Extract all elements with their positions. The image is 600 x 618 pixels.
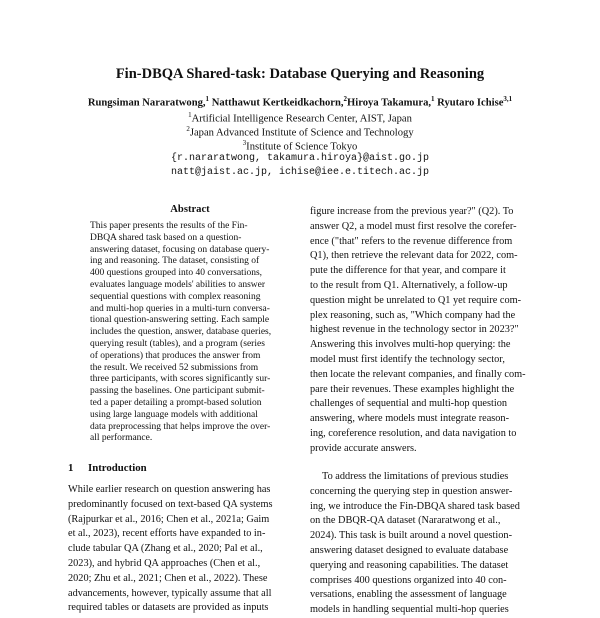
body-line: et al., 2023), recent efforts have expanded to in-	[68, 528, 266, 540]
body-line: predominantly focused on text-based QA systems	[68, 498, 273, 510]
body-line: comprises 400 questions organized into 40 con-	[310, 574, 507, 586]
body-line: To address the limitations of previous studies	[322, 471, 509, 482]
body-line: advancements, however, typically assume that all	[68, 587, 272, 599]
body-line: 2020; Zhu et al., 2021; Chen et al., 2022). These	[68, 572, 268, 584]
author-name: Ryutaro Ichise	[434, 97, 504, 109]
body-line: question might be unrelated to Q1 yet require com-	[310, 294, 522, 306]
abstract-line: using large language models with additional	[90, 409, 258, 420]
body-line: figure increase from the previous year?" (Q2). To	[310, 206, 514, 217]
body-line: clude tabular QA (Zhang et al., 2020; Pal et al.,	[68, 543, 263, 555]
body-line: to the result from Q1. Alternatively, a follow-up	[310, 279, 508, 291]
body-line: Q1), then retrieve the relevant data for 2022, com-	[310, 250, 518, 262]
body-line: challenges of sequential and multi-hop question	[310, 398, 508, 410]
body-line: answering, where models must integrate reason-	[310, 413, 510, 425]
body-line: While earlier research on question answering has	[68, 484, 271, 495]
abstract-line: DBQA shared task based on a question-	[90, 232, 242, 243]
paper-title: Fin-DBQA Shared-task: Database Querying and Reasoning	[115, 66, 485, 82]
abstract-line: This paper presents the results of the Fin-	[90, 221, 248, 231]
abstract-line: of operations) that produces the answer from	[90, 350, 261, 361]
body-line: concerning the querying step in question answer-	[310, 485, 513, 497]
affiliation-3: $^3$Institute of Science Tokyo	[242, 139, 358, 153]
body-line: Answering this involves multi-hop querying: the	[310, 339, 511, 351]
abstract-line: querying result (tables), and a program (series	[90, 338, 265, 349]
body-line: versations, enabling the assessment of language	[310, 589, 507, 601]
body-line: models in handling sequential multi-hop queries	[310, 604, 509, 616]
abstract-line: answering dataset, focusing on database query-	[90, 244, 270, 255]
abstract-line: ing and reasoning. The dataset, consisting of	[90, 256, 260, 267]
body-line: ing, we introduce the Fin-DBQA shared task based	[310, 500, 520, 512]
abstract-line: three participants, with scores significantly sur-	[90, 374, 271, 385]
body-line: plex reasoning, such as, "Which company had the	[310, 309, 516, 321]
introduction-body	[68, 483, 293, 616]
right-column-paragraph-2	[310, 470, 535, 618]
body-line: ing, coreference resolution, and data navigation to	[310, 427, 517, 439]
abstract-line: passing the baselines. One participant submit-	[90, 386, 265, 397]
body-line: required tables or datasets are provided as inputs	[68, 602, 269, 614]
body-line: 2024). This task is built around a novel question-	[310, 530, 513, 542]
abstract-line: evaluates language models' abilities to answer	[90, 279, 266, 290]
author-affil-mark: 3,1	[503, 95, 513, 103]
abstract-line: ted a paper detailing a prompt-based solution	[90, 397, 262, 408]
author-name: Hiroya Takamura,	[347, 97, 432, 109]
affiliation-2: $^2$Japan Advanced Institute of Science and Technology	[186, 125, 414, 139]
abstract-line: the result. We received 52 submissions from	[90, 362, 259, 373]
body-line: on the DBQR-QA dataset (Nararatwong et al.,	[310, 515, 501, 527]
abstract-line: all performance.	[90, 433, 153, 444]
affiliation-1: $^1$Artificial Intelligence Research Center, AIST, Japan	[188, 111, 412, 125]
abstract-heading: Abstract	[170, 204, 210, 215]
body-line: 2023), and hybrid QA approaches (Chen et al.,	[68, 557, 261, 569]
body-line: pare their revenues. These examples highlight the	[310, 383, 515, 395]
email-line: natt@jaist.ac.jp, ichise@iee.e.titech.ac.jp	[170, 167, 430, 178]
author-name: Natthawut Kertkeidkachorn,	[209, 97, 344, 109]
section-title: Introduction	[88, 462, 147, 474]
author-affil-mark: 1	[431, 95, 435, 103]
body-line: answering dataset designed to evaluate database	[310, 544, 509, 556]
body-line: querying and reasoning capabilities. The dataset	[310, 559, 509, 571]
abstract-line: includes the question, answer, database queries,	[90, 327, 272, 338]
section-heading-introduction	[68, 462, 147, 474]
body-line: then locate the relevant companies, and finally com-	[310, 368, 526, 380]
body-line: answer Q2, a model must first resolve the corefer-	[310, 220, 517, 232]
body-line: pute the difference for that year, and compare it	[310, 265, 506, 277]
section-number: 1	[68, 462, 74, 474]
author-affil-mark: 1	[205, 95, 210, 103]
author-affil-mark: 2	[343, 95, 348, 103]
body-line: ence ("that" refers to the revenue difference from	[310, 235, 513, 247]
body-line: highest revenue in the technology sector in 2023?"	[310, 324, 519, 336]
email-line: {r.nararatwong, takamura.hiroya}@aist.go.jp	[170, 153, 430, 164]
abstract-line: data preprocessing that helps improve the over-	[90, 421, 271, 432]
abstract-line: 400 questions grouped into 40 conversations,	[90, 268, 263, 279]
right-column-paragraph-1	[310, 205, 535, 457]
body-line: model must first identify the technology sector,	[310, 353, 505, 365]
abstract-line: tional question-answering setting. Each sample	[90, 315, 270, 326]
abstract-line: sequential questions with complex reasoning	[90, 291, 261, 302]
abstract-line: and multi-hop queries in a multi-turn conversa-	[90, 303, 270, 314]
abstract-body	[90, 221, 290, 445]
author-name: Rungsiman Nararatwong,	[87, 97, 206, 109]
body-line: provide accurate answers.	[310, 442, 417, 454]
body-line: (Rajpurkar et al., 2016; Chen et al., 2021a; Gaim	[68, 513, 270, 525]
author-list	[0, 95, 600, 109]
